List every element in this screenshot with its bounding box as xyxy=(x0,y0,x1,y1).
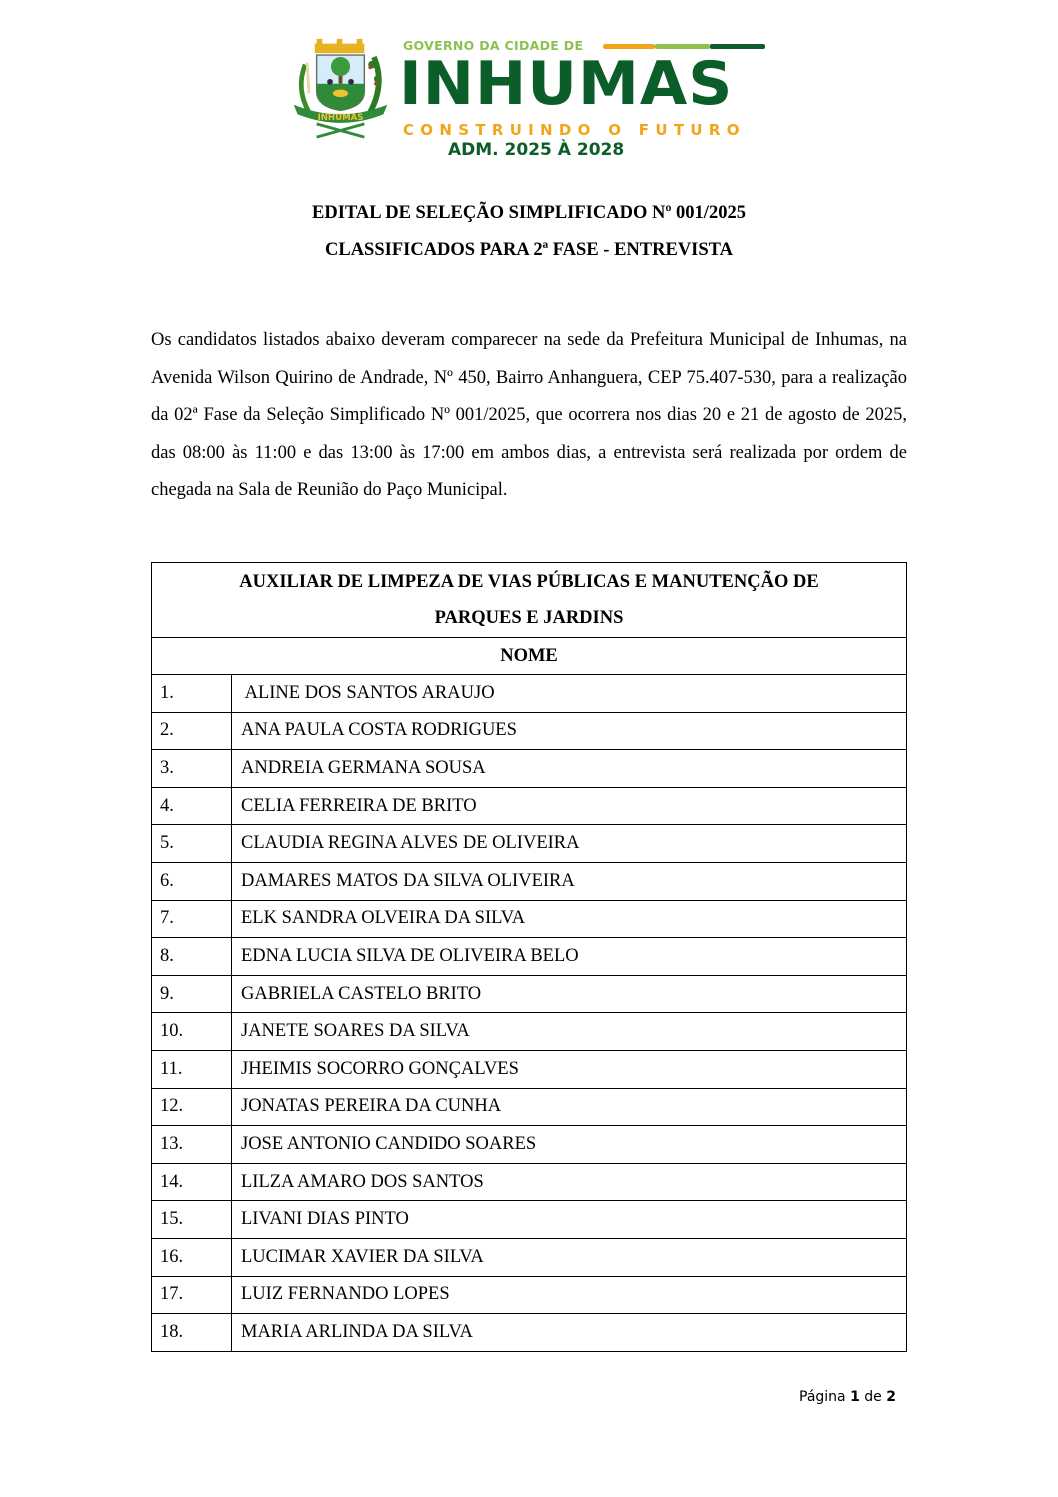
table-row xyxy=(152,862,907,900)
row-number: 4. xyxy=(152,787,232,825)
government-line: GOVERNO DA CIDADE DE xyxy=(403,38,584,53)
total-pages: 2 xyxy=(886,1389,896,1405)
table-row xyxy=(152,938,907,976)
candidate-name: GABRIELA CASTELO BRITO xyxy=(232,975,907,1013)
candidate-name: CLAUDIA REGINA ALVES DE OLIVEIRA xyxy=(232,825,907,863)
row-number: 16. xyxy=(152,1238,232,1276)
table-row xyxy=(152,1088,907,1126)
row-number: 17. xyxy=(152,1276,232,1314)
candidate-name: JONATAS PEREIRA DA CUNHA xyxy=(232,1088,907,1126)
row-number: 5. xyxy=(152,825,232,863)
row-number: 1. xyxy=(152,675,232,713)
table-row xyxy=(152,712,907,750)
candidate-name: CELIA FERREIRA DE BRITO xyxy=(232,787,907,825)
city-name: INHUMAS xyxy=(399,49,734,119)
table-row xyxy=(152,1050,907,1088)
administration-term: ADM. 2025 À 2028 xyxy=(448,140,625,160)
row-number: 6. xyxy=(152,862,232,900)
row-number: 18. xyxy=(152,1314,232,1352)
row-number: 2. xyxy=(152,712,232,750)
table-caption-line1: AUXILIAR DE LIMPEZA DE VIAS PÚBLICAS E MANUTENÇÃO DE xyxy=(239,572,819,592)
current-page: 1 xyxy=(850,1389,860,1405)
candidate-name: JHEIMIS SOCORRO GONÇALVES xyxy=(232,1050,907,1088)
candidate-name: ELK SANDRA OLVEIRA DA SILVA xyxy=(232,900,907,938)
candidate-name: LIVANI DIAS PINTO xyxy=(232,1201,907,1239)
candidates-table xyxy=(151,562,907,1352)
column-header-name: NOME xyxy=(152,638,907,675)
candidate-name: LILZA AMARO DOS SANTOS xyxy=(232,1163,907,1201)
candidate-name: DAMARES MATOS DA SILVA OLIVEIRA xyxy=(232,862,907,900)
table-row xyxy=(152,825,907,863)
row-number: 10. xyxy=(152,1013,232,1051)
table-row xyxy=(152,1276,907,1314)
of-word: de xyxy=(864,1389,882,1405)
row-number: 8. xyxy=(152,938,232,976)
page-number xyxy=(799,1389,896,1405)
document-title: EDITAL DE SELEÇÃO SIMPLIFICADO Nº 001/2025 xyxy=(312,203,746,223)
table-row xyxy=(152,900,907,938)
candidate-name: ANDREIA GERMANA SOUSA xyxy=(232,750,907,788)
candidate-name: MARIA ARLINDA DA SILVA xyxy=(232,1314,907,1352)
candidate-name: ANA PAULA COSTA RODRIGUES xyxy=(232,712,907,750)
candidate-name: JANETE SOARES DA SILVA xyxy=(232,1013,907,1051)
candidate-name: EDNA LUCIA SILVA DE OLIVEIRA BELO xyxy=(232,938,907,976)
table-row xyxy=(152,1163,907,1201)
city-crest-icon xyxy=(288,36,393,141)
table-row xyxy=(152,750,907,788)
row-number: 12. xyxy=(152,1088,232,1126)
row-number: 15. xyxy=(152,1201,232,1239)
brand-wordmark xyxy=(399,36,773,166)
table-row xyxy=(152,1013,907,1051)
candidate-name: LUCIMAR XAVIER DA SILVA xyxy=(232,1238,907,1276)
candidate-name: JOSE ANTONIO CANDIDO SOARES xyxy=(232,1126,907,1164)
table-row xyxy=(152,975,907,1013)
slogan: CONSTRUINDO O FUTURO xyxy=(403,121,746,139)
table-caption-line2: PARQUES E JARDINS xyxy=(434,608,624,628)
row-number: 9. xyxy=(152,975,232,1013)
page-word: Página xyxy=(799,1389,846,1405)
table-row xyxy=(152,1314,907,1352)
row-number: 3. xyxy=(152,750,232,788)
instructions-paragraph: Os candidatos listados abaixo deveram comparecer na sede da Prefeitura Municipal de Inhumas, na Avenida Wilson Quirino de Andrade, Nº 450, Bairro Anhanguera, CEP 75.407-530, para a realização da 02ª Fase da Seleção Simplificado Nº 001/2025, que ocorrera nos dias 20 e 21 de agosto de 2025, das 08:00 às 11:00 e das 13:00 às 17:00 em ambos dias, a entrevista será realizada por ordem de chegada na Sala de Reunião do Paço Municipal. xyxy=(151,330,907,500)
row-number: 13. xyxy=(152,1126,232,1164)
table-row xyxy=(152,675,907,713)
document-subtitle: CLASSIFICADOS PARA 2ª FASE - ENTREVISTA xyxy=(325,240,733,260)
row-number: 14. xyxy=(152,1163,232,1201)
table-row xyxy=(152,787,907,825)
table-caption xyxy=(152,563,907,638)
table-row xyxy=(152,1238,907,1276)
row-number: 7. xyxy=(152,900,232,938)
candidate-name: LUIZ FERNANDO LOPES xyxy=(232,1276,907,1314)
table-row xyxy=(152,1126,907,1164)
row-number: 11. xyxy=(152,1050,232,1088)
candidate-name: ALINE DOS SANTOS ARAUJO xyxy=(232,675,907,713)
table-row xyxy=(152,1201,907,1239)
letterhead xyxy=(288,36,778,166)
svg-text:INHUMAS: INHUMAS xyxy=(317,113,364,123)
